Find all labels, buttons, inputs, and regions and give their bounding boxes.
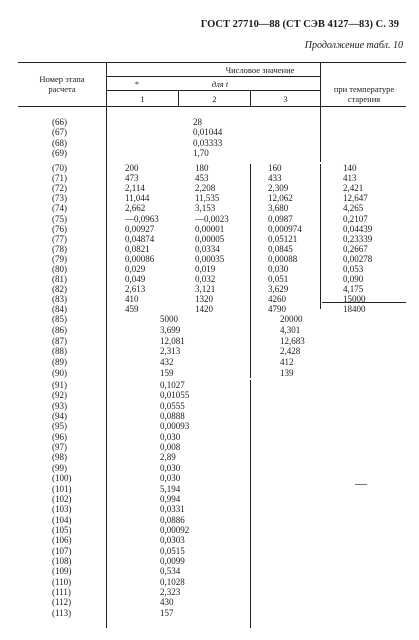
table-cell-right: 4,301 (280, 324, 301, 335)
stage-number: (93) (52, 400, 67, 411)
table-cell-col3: 4790 (268, 304, 286, 315)
table-cell: 430 (160, 597, 174, 608)
col3-rule (320, 164, 321, 309)
table-cell: 0,534 (160, 566, 181, 577)
stage-number: (108) (52, 555, 72, 566)
table-cell-aging: 2,421 (343, 183, 364, 194)
table-cell-right: 412 (280, 357, 294, 368)
table-cell-aging: 0,04439 (343, 223, 373, 234)
header-stage-number: Номер этапа расчета (39, 74, 85, 94)
table-cell: 2,323 (160, 587, 181, 597)
stage-number: (106) (52, 535, 72, 546)
table-cell-col3: 0,0845 (268, 243, 293, 254)
stage-number: (87) (52, 335, 67, 346)
stage-number: (83) (52, 294, 67, 305)
table-cell: 0,008 (160, 442, 181, 453)
stage-number: (112) (52, 597, 72, 608)
table-cell: 5,194 (160, 483, 181, 494)
table-cell: 0,0888 (160, 411, 185, 422)
table-cell-aging: 4,175 (343, 284, 364, 295)
table-cell: 0,0303 (160, 535, 185, 546)
table-cell-col3: 3,680 (268, 203, 289, 214)
header-sub-3: 3 (283, 94, 288, 104)
stage-number: (97) (52, 442, 67, 453)
table-cell-aging: 140 (343, 163, 357, 173)
table-continuation-label: Продолжение табл. 10 (304, 40, 403, 51)
stage-number: (73) (52, 193, 67, 204)
stage-number: (68) (52, 137, 67, 148)
table-cell-col1: 0,00086 (125, 253, 155, 264)
header-sub-2: 2 (212, 94, 217, 104)
stage-number: (113) (52, 607, 72, 618)
stage-column-rule (106, 62, 107, 628)
table-cell: 0,0515 (160, 545, 185, 556)
stage-number: (95) (52, 421, 67, 432)
table-cell: 0,01044 (193, 127, 223, 138)
table-cell: 0,1027 (160, 380, 185, 390)
stage-number: (98) (52, 452, 67, 463)
table-cell-right: 20000 (280, 314, 303, 324)
table-cell-col1: 11,044 (125, 193, 150, 204)
table-cell-col1: 0,0821 (125, 243, 150, 254)
table-cell-left: 3,699 (160, 324, 181, 335)
table-cell-col1: —0,0963 (125, 213, 159, 224)
table-cell: 0,0331 (160, 504, 185, 515)
stage-number: (75) (52, 213, 67, 224)
stage-number: (105) (52, 524, 72, 535)
table-cell-col3: 0,00088 (268, 253, 298, 264)
stage-number: (78) (52, 243, 67, 254)
table-cell-col2: 3,121 (195, 284, 216, 295)
table-cell-col2: 1420 (195, 304, 213, 315)
stage-number: (110) (52, 576, 72, 587)
table-cell-col2: 180 (195, 163, 209, 173)
stage-number: (80) (52, 264, 67, 274)
stage-number: (91) (52, 380, 67, 390)
stage-number: (92) (52, 390, 67, 401)
table-cell-col2: 2,208 (195, 183, 216, 194)
table-cell: 157 (160, 607, 174, 618)
stage-number: (88) (52, 346, 67, 357)
table-cell-col2: 0,019 (195, 264, 216, 274)
table-cell: 1,70 (193, 148, 209, 159)
header-rule-for-t (106, 90, 320, 91)
table-cell-aging: 15000 (343, 294, 366, 305)
header-mark: * (134, 79, 140, 89)
table-cell: 0,0099 (160, 555, 185, 566)
stage-number: (69) (52, 148, 67, 159)
stage-number: (111) (52, 587, 71, 597)
stage-number: (72) (52, 183, 67, 194)
stage-number: (89) (52, 357, 67, 368)
page-header: ГОСТ 27710—88 (СТ СЭВ 4127—83) С. 39 (200, 19, 399, 30)
stage-number: (70) (52, 163, 67, 173)
empty-cell-dash: — (355, 476, 367, 490)
table-cell-col1: 0,049 (125, 274, 146, 285)
table-cell-col3: 0,051 (268, 274, 289, 285)
col3-rule (320, 62, 321, 162)
table-cell-col2: 0,00005 (195, 233, 225, 244)
table-cell-col2: 453 (195, 173, 209, 184)
stage-number: (84) (52, 304, 67, 315)
table-cell: 0,1028 (160, 576, 185, 587)
header-numeric-value: Числовое значение (225, 65, 295, 75)
table-cell-col1: 2,613 (125, 284, 146, 295)
table-cell-aging: 0,090 (343, 274, 364, 285)
table-cell-right: 139 (280, 368, 294, 378)
table-cell-col3: 0,0987 (268, 213, 293, 224)
stage-number: (77) (52, 233, 67, 244)
table-cell-col3: 2,309 (268, 183, 289, 194)
table-cell: 2,89 (160, 452, 176, 463)
stage-number: (109) (52, 566, 72, 577)
table-cell-col1: 0,04874 (125, 233, 155, 244)
col3-rule (250, 380, 251, 628)
table-cell-col1: 473 (125, 173, 139, 184)
stage-number: (96) (52, 431, 67, 442)
table-cell-col2: 0,00035 (195, 253, 225, 264)
table-cell-col2: 11,535 (195, 193, 220, 204)
header-aging-temperature: при температуре старения (333, 84, 395, 104)
header-sub-1: 1 (140, 94, 145, 104)
stage-number: (86) (52, 324, 67, 335)
table-cell-col2: 3,153 (195, 203, 216, 214)
table-cell-aging: 0,00278 (343, 253, 373, 264)
table-cell-col1: 410 (125, 294, 139, 305)
table-cell: 0,030 (160, 462, 181, 473)
table-cell-left: 12,081 (160, 335, 185, 346)
stage-number: (67) (52, 127, 67, 138)
table-cell: 0,00092 (160, 524, 190, 535)
table-cell: 0,0886 (160, 514, 185, 525)
table-cell-col3: 0,000974 (268, 223, 302, 234)
stage-number: (94) (52, 411, 67, 422)
stage-number: (76) (52, 223, 67, 234)
table-cell-right: 2,428 (280, 346, 301, 357)
stage-number: (104) (52, 514, 72, 525)
header-for-t: для t (211, 79, 229, 89)
table-cell-aging: 0,2107 (343, 213, 368, 224)
header-rule-numeric (106, 76, 320, 77)
stage-number: (101) (52, 483, 72, 494)
table-cell-left: 2,313 (160, 346, 181, 357)
table-cell-col1: 200 (125, 163, 139, 173)
table-cell-aging: 413 (343, 173, 357, 184)
table-cell-aging: 0,053 (343, 264, 364, 274)
table-cell-aging: 4,265 (343, 203, 364, 214)
stage-number: (107) (52, 545, 72, 556)
table-cell: 28 (193, 117, 202, 127)
stage-number: (90) (52, 368, 67, 378)
table-cell-col3: 433 (268, 173, 282, 184)
stage-number: (82) (52, 284, 67, 295)
table-cell-col1: 2,114 (125, 183, 145, 194)
table-cell-col2: 0,00001 (195, 223, 225, 234)
table-cell: 0,03333 (193, 137, 223, 148)
table-cell-col1: 2,662 (125, 203, 146, 214)
table-cell: 0,0555 (160, 400, 185, 411)
table-cell: 0,030 (160, 473, 181, 484)
table-cell-col1: 459 (125, 304, 139, 315)
stage-number: (71) (52, 173, 67, 184)
table-cell-col3: 0,030 (268, 264, 289, 274)
table-cell-col2: —0,0023 (195, 213, 229, 224)
table-top-rule (18, 62, 406, 63)
table-cell-aging: 12,647 (343, 193, 368, 204)
table-cell-right: 12,683 (280, 335, 305, 346)
table-cell-col3: 160 (268, 163, 282, 173)
col3-rule (250, 164, 251, 306)
col3-rule (250, 306, 251, 378)
table-cell-aging: 18400 (343, 304, 366, 315)
header-bottom-rule (18, 106, 406, 107)
stage-number: (66) (52, 117, 67, 127)
table-cell-col2: 0,032 (195, 274, 216, 285)
table-cell-aging: 0,2667 (343, 243, 368, 254)
table-cell-left: 159 (160, 368, 174, 378)
table-cell-col1: 0,029 (125, 264, 146, 274)
table-cell-col3: 3,629 (268, 284, 289, 295)
stage-number: (103) (52, 504, 72, 515)
table-cell: 0,00093 (160, 421, 190, 432)
table-cell-col3: 4260 (268, 294, 286, 305)
stage-number: (81) (52, 274, 67, 285)
table-cell-left: 5000 (160, 314, 178, 324)
table-cell: 0,01055 (160, 390, 190, 401)
table-cell-left: 432 (160, 357, 174, 368)
stage-number: (99) (52, 462, 67, 473)
stage-number: (102) (52, 493, 72, 504)
stage-number: (100) (52, 473, 72, 484)
table-cell-aging: 0,23339 (343, 233, 373, 244)
stage-number: (85) (52, 314, 67, 324)
table-cell-col3: 0,05121 (268, 233, 298, 244)
table-cell-col1: 0,00927 (125, 223, 155, 234)
stage-number: (74) (52, 203, 67, 214)
table-cell-col3: 12,062 (268, 193, 293, 204)
table-cell-col2: 1320 (195, 294, 213, 305)
stage-number: (79) (52, 253, 67, 264)
table-cell: 0,994 (160, 493, 181, 504)
table-cell-col2: 0,0334 (195, 243, 220, 254)
table-cell: 0,030 (160, 431, 181, 442)
